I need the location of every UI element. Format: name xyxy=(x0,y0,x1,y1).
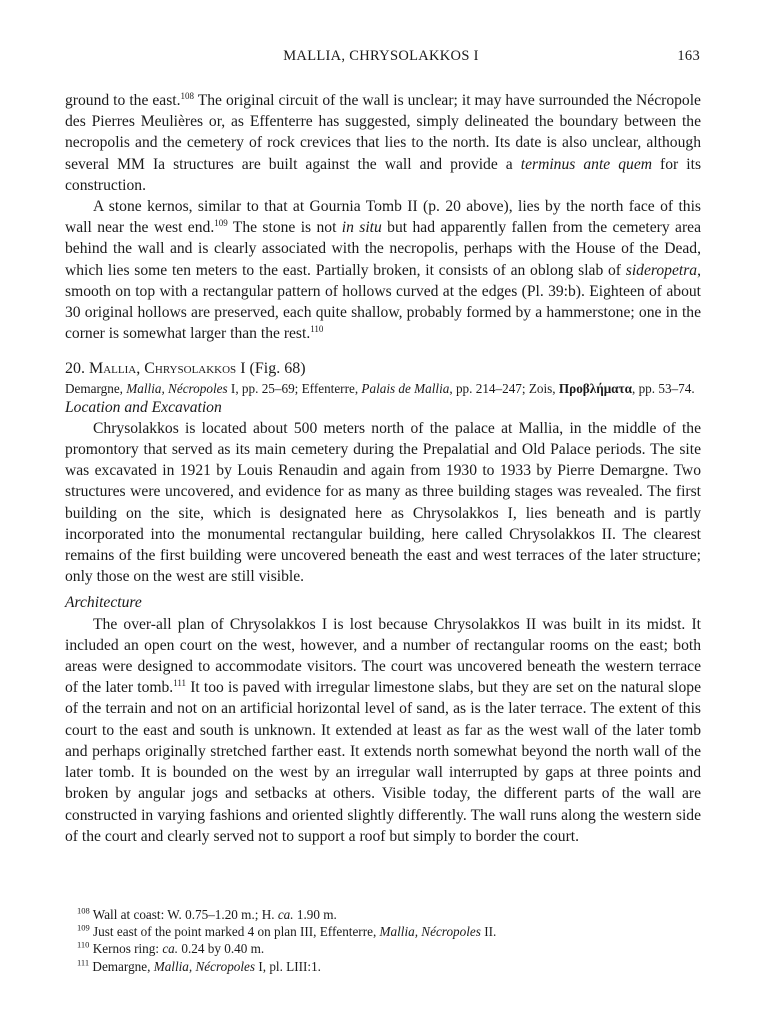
subheading-architecture: Architecture xyxy=(65,594,142,612)
subheading-location: Location and Excavation xyxy=(65,398,222,416)
running-head-title: MALLIA, CHRYSOLAKKOS I xyxy=(283,48,479,64)
section-heading: 20. Mallia, Chrysolakkos I (Fig. 68) xyxy=(65,360,306,378)
page-number: 163 xyxy=(677,48,700,64)
footnote-108: $^{108}$ Wall at coast: W. 0.75–1.20 m.; H. ca. 1.90 m. xyxy=(77,905,337,922)
bibliography-references: Demargne, Mallia, Nécropoles I, pp. 25–69; Effenterre, Palais de Mallia, pp. 214–247; Zois, Προβλήματα, pp. 53–74. xyxy=(65,380,695,396)
paragraph-wall: ground to the east.$^{108}$ The original circuit of the wall is unclear; it may have surrounded the Nécropole des Pierres Meulières or, as Effenterre has suggested, simply delineated the boundary between the necropolis and the cemetery of rock crevices that lies to the north. Its date is also unclear, although several MM Ia structures are built against the wall and provide a terminus ante quem for its construction. xyxy=(65,90,702,194)
footnotes xyxy=(65,906,701,975)
paragraph-kernos: A stone kernos, similar to that at Gournia Tomb II (p. 20 above), lies by the north face of this wall near the west end.$^{109}$ The stone is not in situ but had apparently fallen from the cemetery area behind the wall and is clearly associated with the necropolis, perhaps with the House of the Dead, which lies some ten meters to the east. Partially broken, it consists of an oblong slab of sideropetra, smooth on top with a rectangular pattern of hollows curved at the edges (Pl. 39:b). Eighteen of about 30 original hollows are preserved, each quite shallow, probably formed by a hammerstone; one in the corner is somewhat larger than the rest.$^{110}$ xyxy=(65,198,701,343)
paragraph-location: Chrysolakkos is located about 500 meters north of the palace at Mallia, in the middle of the promontory that served as its main cemetery during the Prepalatial and Old Palace periods. The site was excavated in 1921 by Louis Renaudin and again from 1930 to 1933 by Pierre Demargne. Two structures were uncovered, and evidence for as many as three building stages was revealed. The first building on the site, which is designated here as Chrysolakkos I, lies beneath and is partly incorporated into the monumental rectangular building, here called Chrysolakkos II. The clearest remains of the first building were uncovered beneath the east and west terraces of the later structure; only those on the west are still visible. xyxy=(65,419,701,586)
footnote-ref-110[interactable]: 110 xyxy=(310,324,324,335)
body-text xyxy=(65,90,701,847)
footnote-ref-111[interactable]: 111 xyxy=(173,678,187,689)
footnote-ref-109[interactable]: 109 xyxy=(214,218,228,229)
footnote-ref-108[interactable]: 108 xyxy=(180,90,195,101)
paragraph-architecture: The over-all plan of Chrysolakkos I is lost because Chrysolakkos II was built in its midst. It included an open court on the west, however, and a number of rectangular rooms on the east; both areas were designed to accommodate visitors. The court was uncovered beneath the western terrace of the later tomb.$^{111}$ It too is paved with irregular limestone slabs, but they are set on the natural slope of the terrain and not on an artificial horizontal level of sand, as is the later terrace. The extent of this court to the east and south is unknown. It extended at least as far as the west wall of the later tomb and perhaps originally stretched farther east. It extends north somewhat beyond the north wall of the later tomb. It is bounded on the west by an irregular wall interrupted by gaps at three points and broken by angular jogs and setbacks at others. Visible today, the different parts of the wall are constructed in varying fashions and oriented slightly differently. The wall runs along the western side of the court and clearly served not to support a roof but simply to border the court. xyxy=(65,615,701,845)
footnote-111: $^{111}$ Demargne, Mallia, Nécropoles I, pl. LIII:1. xyxy=(77,957,321,974)
footnote-109: $^{109}$ Just east of the point marked 4 on plan III, Effenterre, Mallia, Nécropoles II. xyxy=(77,922,497,940)
footnote-110: $^{110}$ Kernos ring: ca. 0.24 by 0.40 m. xyxy=(77,940,265,957)
